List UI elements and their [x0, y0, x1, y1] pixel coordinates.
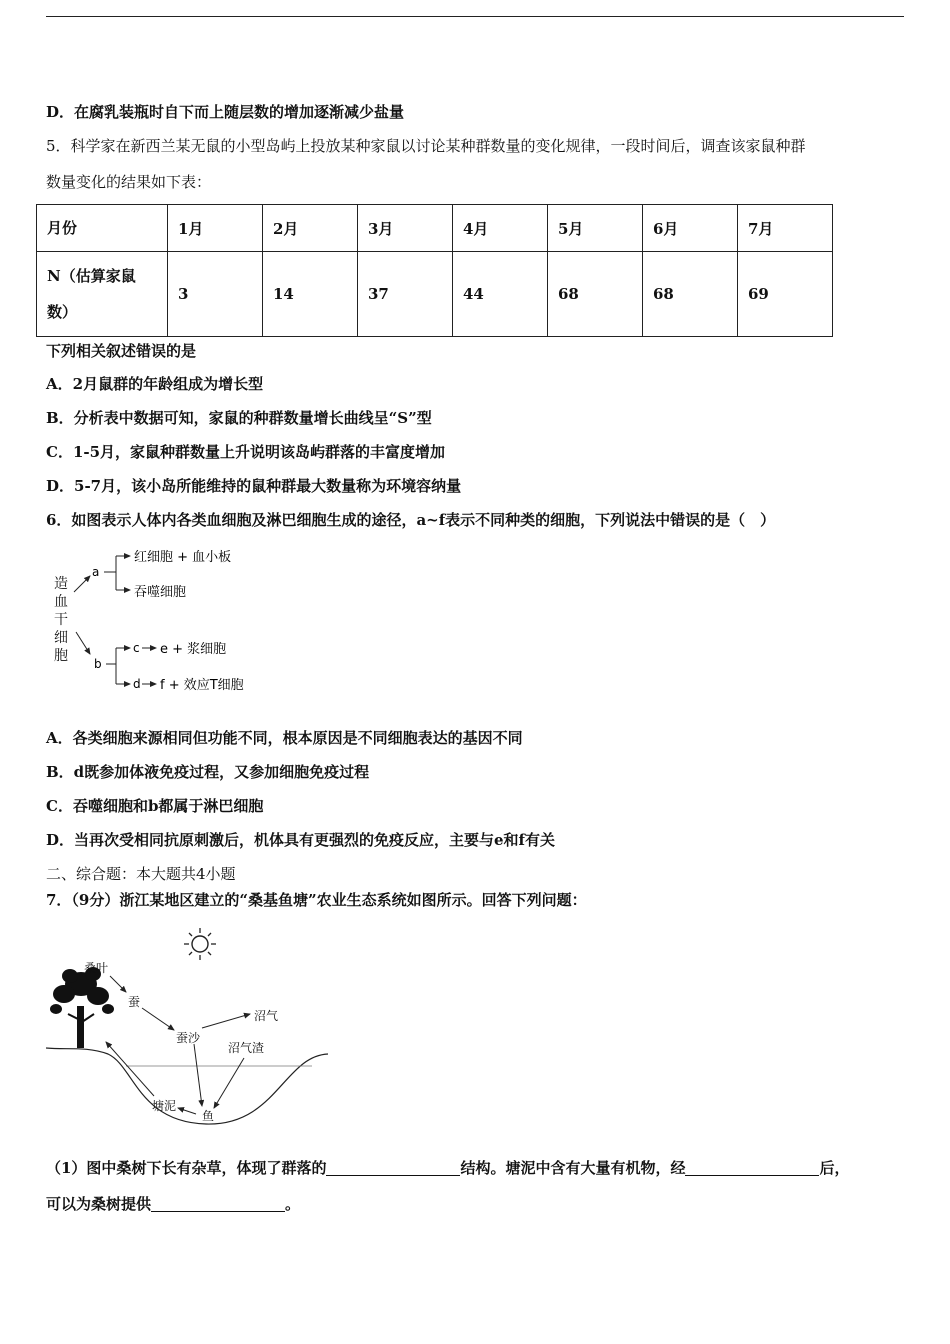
table-month-cell: 7月 — [738, 205, 833, 252]
q7-sub1-part-b: 结构。塘泥中含有大量有机物，经 — [460, 1159, 686, 1177]
table-value-cell: 37 — [358, 252, 453, 337]
label-pond-mud: 塘泥 — [152, 1099, 177, 1113]
arrow-dung-to-biogas — [202, 1014, 250, 1028]
label-b: b — [94, 657, 102, 671]
table-month-cell: 1月 — [168, 205, 263, 252]
label-fish: 鱼 — [202, 1109, 215, 1123]
arrow-to-a — [74, 576, 90, 592]
q4-option-d: D．在腐乳装瓶时自下而上随层数的增加逐渐减少盐量 — [46, 103, 405, 121]
row-label-line2: 数） — [47, 303, 78, 321]
arrow-silkworm-to-dung — [142, 1008, 174, 1030]
arrow-residue-to-fish — [214, 1058, 244, 1108]
label-biogas-residue: 沼气渣 — [228, 1041, 265, 1055]
source-char: 血 — [54, 594, 68, 610]
a-output-2: 吞噬细胞 — [134, 585, 187, 600]
arrow-dung-to-fish — [194, 1044, 202, 1106]
q7-sub1-line1 — [46, 1158, 849, 1178]
q6-option-d: D．当再次受相同抗原刺激后，机体具有更强烈的免疫反应，主要与e和f有关 — [46, 831, 556, 849]
answer-blank-1[interactable] — [326, 1159, 460, 1176]
q5-stem-line1: 5．科学家在新西兰某无鼠的小型岛屿上投放某种家鼠以讨论某种群数量的变化规律，一段时间后，调查该家鼠种群 — [46, 137, 806, 155]
table-month-cell: 5月 — [548, 205, 643, 252]
label-d: d — [133, 677, 141, 691]
q7-sub1-part-c: 后， — [819, 1159, 850, 1177]
table-month-cell: 6月 — [643, 205, 738, 252]
label-c: c — [133, 641, 140, 655]
source-char: 细 — [54, 630, 68, 646]
q5-stem-line2: 数量变化的结果如下表： — [46, 173, 212, 191]
label-a: a — [92, 565, 100, 579]
table-value-cell: 68 — [643, 252, 738, 337]
arrow-to-b — [76, 632, 90, 654]
q6-option-b: B．d既参加体液免疫过程，又参加细胞免疫过程 — [46, 763, 370, 781]
arrow-mud-to-tree — [106, 1042, 154, 1096]
source-char: 干 — [54, 612, 68, 628]
label-mulberry-leaf: 桑叶 — [84, 961, 109, 975]
section-heading: 二、综合题：本大题共4小题 — [46, 865, 236, 883]
table-value-cell: 69 — [738, 252, 833, 337]
c-output: e + 浆细胞 — [160, 642, 227, 657]
table-month-cell: 2月 — [263, 205, 358, 252]
q5-option-b: B．分析表中数据可知，家鼠的种群数量增长曲线呈“S”型 — [46, 409, 432, 427]
sun-icon — [184, 928, 216, 960]
source-char: 造 — [54, 576, 68, 592]
table-value-cell: 14 — [263, 252, 358, 337]
arrow-leaf-to-silkworm — [110, 976, 126, 992]
q6-option-a: A．各类细胞来源相同但功能不同，根本原因是不同细胞表达的基因不同 — [46, 729, 523, 747]
q7-sub1-line2 — [46, 1194, 300, 1214]
header-rule — [46, 16, 904, 17]
mulberry-fish-pond-diagram — [46, 924, 336, 1134]
q5-prompt: 下列相关叙述错误的是 — [46, 342, 197, 360]
label-biogas: 沼气 — [254, 1009, 279, 1023]
q5-option-a: A．2月鼠群的年龄组成为增长型 — [46, 375, 264, 393]
d-output: f + 效应T细胞 — [160, 678, 244, 693]
table-month-cell: 4月 — [453, 205, 548, 252]
q7-sub1-part-d: 可以为桑树提供 — [46, 1195, 152, 1213]
row-label-line1: N（估算家鼠 — [47, 267, 136, 285]
table-header-label: 月份 — [37, 205, 168, 252]
mulberry-tree-icon — [50, 967, 114, 1048]
q7-sub1-part-a: （1）图中桑树下长有杂草，体现了群落的 — [46, 1159, 327, 1177]
pond-outline — [46, 1048, 328, 1124]
blood-cell-diagram — [46, 540, 286, 705]
a-output-1: 红细胞 + 血小板 — [134, 550, 232, 565]
table-value-cell: 3 — [168, 252, 263, 337]
table-row-header — [37, 205, 833, 252]
answer-blank-3[interactable] — [151, 1195, 285, 1212]
source-char: 胞 — [54, 648, 68, 664]
q7-sub1-part-e: 。 — [285, 1195, 301, 1213]
arrow-fish-to-mud — [178, 1108, 196, 1114]
label-silkworm: 蚕 — [128, 995, 141, 1009]
table-month-cell: 3月 — [358, 205, 453, 252]
population-table — [36, 204, 833, 337]
q5-option-c: C．1-5月，家鼠种群数量上升说明该岛屿群落的丰富度增加 — [46, 443, 446, 461]
q5-option-d: D．5-7月，该小岛所能维持的鼠种群最大数量称为环境容纳量 — [46, 477, 462, 495]
q6-stem: 6．如图表示人体内各类血细胞及淋巴细胞生成的途径，a~f表示不同种类的细胞，下列说法中错误的是（ ） — [46, 511, 776, 529]
label-silkworm-dung: 蚕沙 — [176, 1031, 201, 1045]
table-value-cell: 68 — [548, 252, 643, 337]
q6-option-c: C．吞噬细胞和b都属于淋巴细胞 — [46, 797, 264, 815]
table-row-label — [37, 252, 168, 337]
answer-blank-2[interactable] — [685, 1159, 819, 1176]
table-value-cell: 44 — [453, 252, 548, 337]
q7-stem: 7．（9分）浙江某地区建立的“桑基鱼塘”农业生态系统如图所示。回答下列问题： — [46, 891, 587, 909]
table-row-values — [37, 252, 833, 337]
